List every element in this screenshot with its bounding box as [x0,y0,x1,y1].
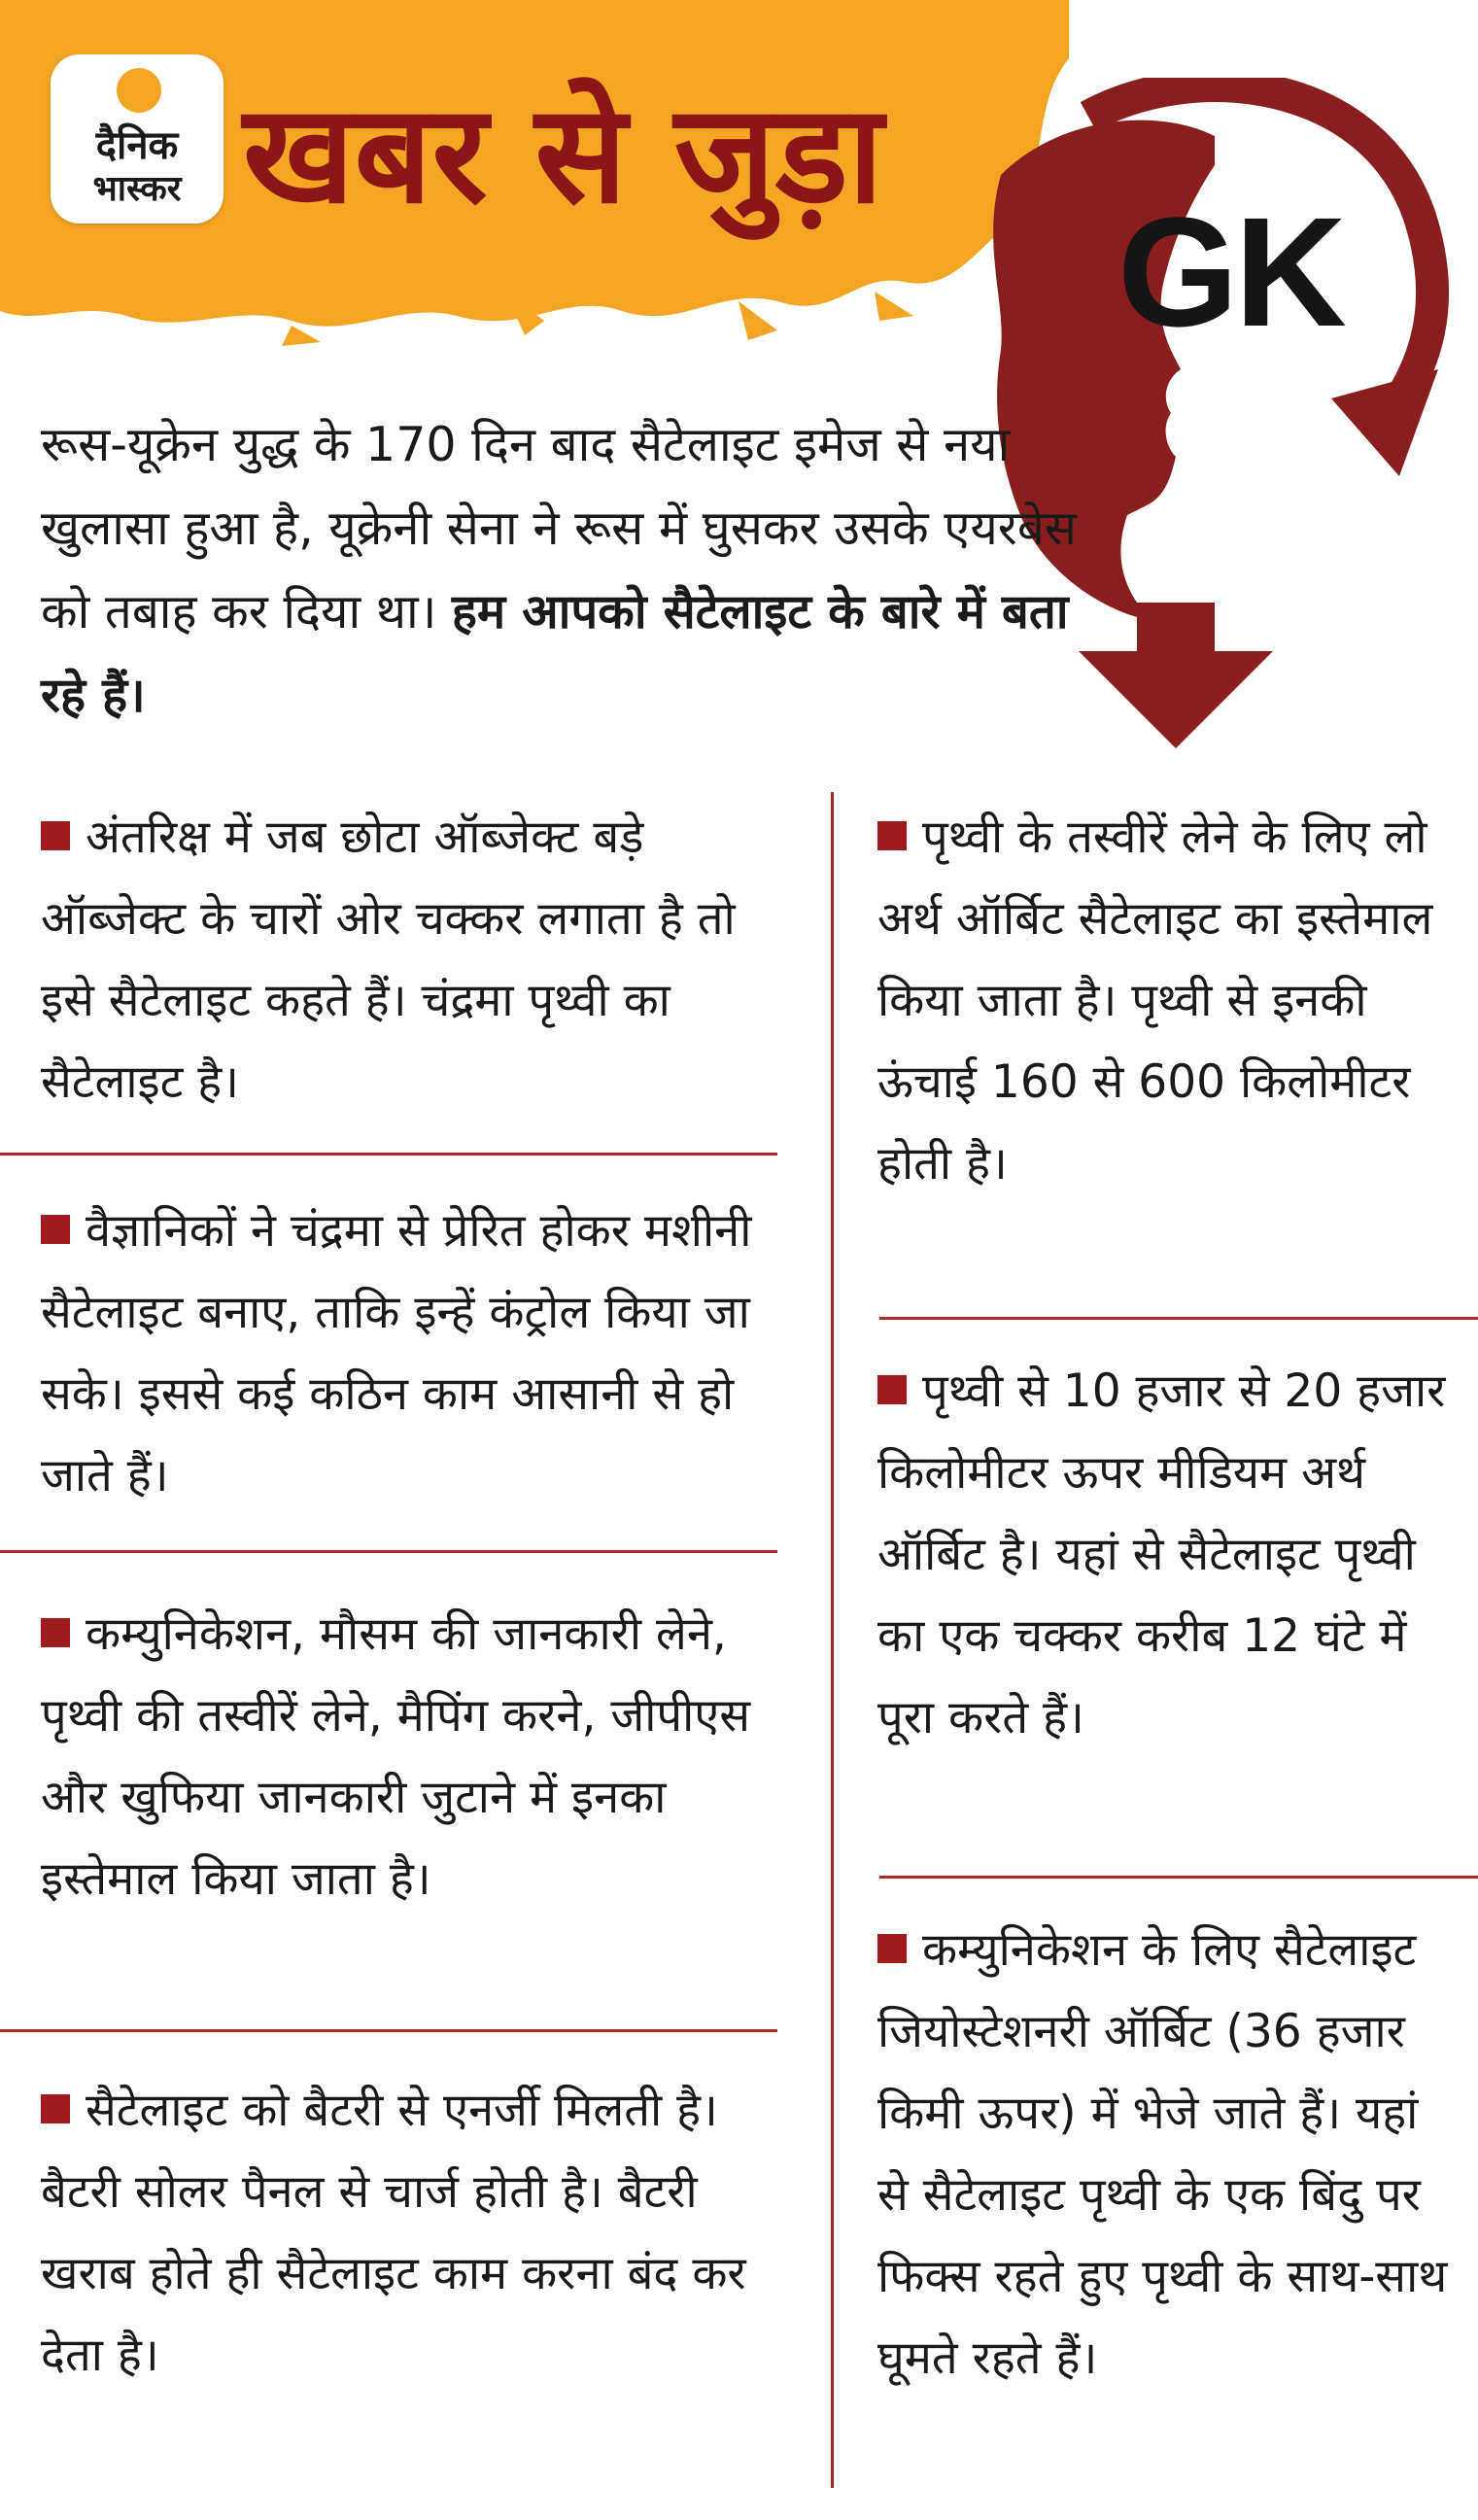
column-divider [831,792,834,2488]
fact-text: अंतरिक्ष में जब छोटा ऑब्जेक्ट बड़े ऑब्जेक्ट के चारों ओर चक्कर लगाता है तो इसे सैटेलाइट कहते हैं। चंद्रमा पृथ्वी का सैटेलाइट है। [41,811,736,1109]
fact-left-2 [41,1191,779,1517]
square-bullet-icon [41,821,70,850]
fact-left-1 [41,797,779,1123]
dainik-bhaskar-logo [51,54,223,224]
gk-badge: GK [1117,185,1343,359]
left-divider-2 [0,1550,777,1553]
fact-text: कम्युनिकेशन के लिए सैटेलाइट जियोस्टेशनरी ऑर्बिट (36 हजार किमी ऊपर) में भेजे जाते हैं। यहां से सैटेलाइट पृथ्वी के एक बिंदु पर फिक्स रहते हुए पृथ्वी के साथ-साथ घूमते रहते हैं। [877,1923,1448,2385]
fact-text: कम्युनिकेशन, मौसम की जानकारी लेने, पृथ्वी की तस्वीरें लेने, मैपिंग करने, जीपीएस और खुफिया जानकारी जुटाने में इनका इस्तेमाल किया जाता है। [41,1607,751,1906]
logo-text-line1: दैनिक [95,123,179,168]
intro-text: रूस-यूक्रेन युद्ध के 170 दिन बाद सैटेलाइट इमेज से नया खुलासा हुआ है, यूक्रेनी सेना ने रूस में घुसकर उसके एयरबेस को तबाह कर दिया था। [41,417,1077,639]
header-title: खबर से जुड़ा [243,76,883,234]
fact-right-2 [877,1351,1451,1759]
fact-left-3 [41,1594,779,1920]
square-bullet-icon [41,2094,70,2123]
logo-text-line2: भास्कर [92,169,182,209]
square-bullet-icon [41,1618,70,1647]
fact-text: पृथ्वी से 10 हजार से 20 हजार किलोमीटर ऊपर मीडियम अर्थ ऑर्बिट है। यहां से सैटेलाइट पृथ्वी का एक चक्कर करीब 12 घंटे में पूरा करते हैं। [877,1364,1446,1744]
square-bullet-icon [877,1934,907,1963]
square-bullet-icon [877,821,907,850]
square-bullet-icon [41,1215,70,1244]
fact-text: वैज्ञानिकों ने चंद्रमा से प्रेरित होकर मशीनी सैटेलाइट बनाए, ताकि इन्हें कंट्रोल किया जा सके। इससे कई कठिन काम आसानी से हो जाते हैं। [41,1204,752,1502]
fact-text: सैटेलाइट को बैटरी से एनर्जी मिलती है। बैटरी सोलर पैनल से चार्ज होती है। बैटरी खराब होते ही सैटेलाइट काम करना बंद कर देता है। [41,2084,746,2382]
left-divider-1 [0,1153,777,1156]
right-divider-1 [879,1317,1478,1320]
fact-right-1 [877,797,1451,1205]
right-divider-2 [879,1876,1478,1879]
intro-bold-text: हम आपको सैटेलाइट के बारे में बता रहे हैं। [41,584,1069,723]
fact-right-3 [877,1910,1451,2399]
intro-paragraph [41,403,1110,738]
left-divider-3 [0,2029,777,2032]
fact-left-4 [41,2070,779,2397]
fact-text: पृथ्वी के तस्वीरें लेने के लिए लो अर्थ ऑर्बिट सैटेलाइट का इस्तेमाल किया जाता है। पृथ्वी से इनकी ऊंचाई 160 से 600 किलोमीटर होती है। [877,811,1433,1191]
square-bullet-icon [877,1375,907,1404]
sun-icon [117,68,161,113]
